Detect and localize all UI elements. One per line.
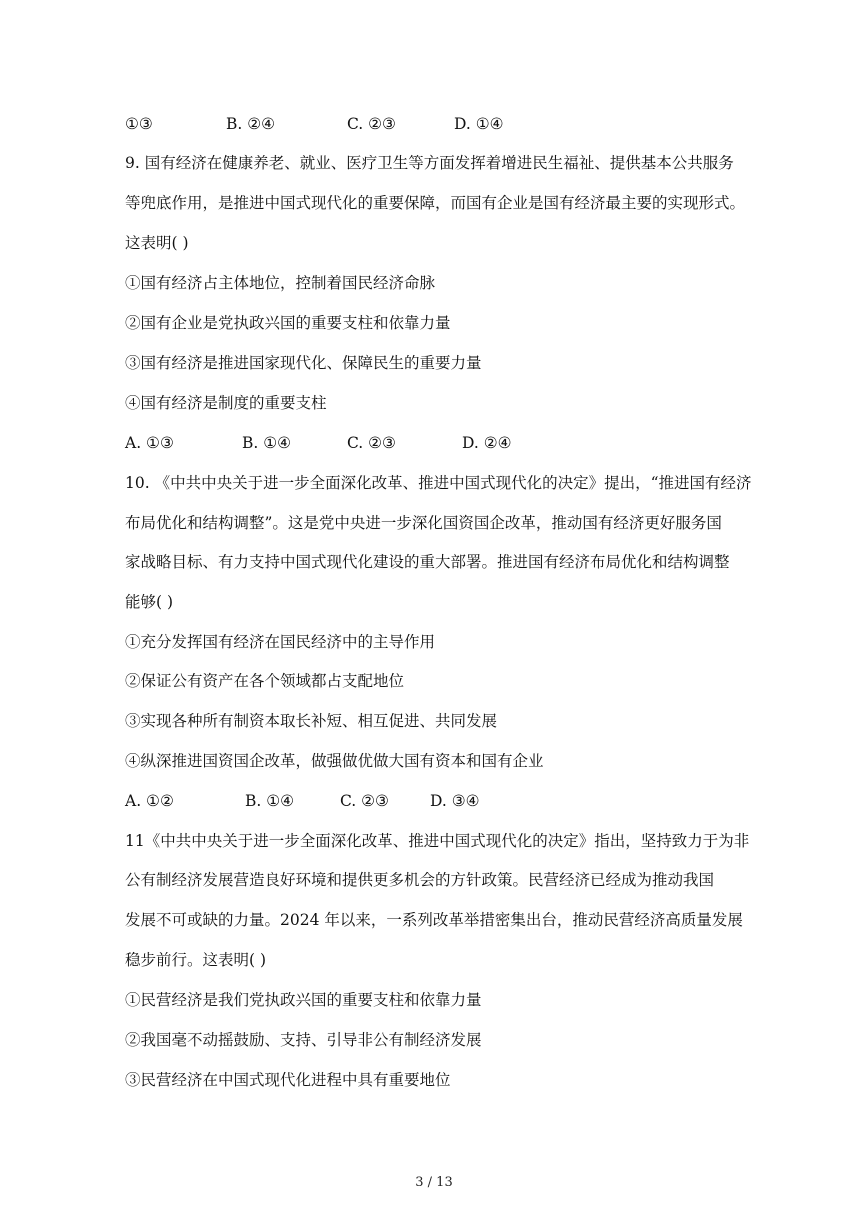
q9-option-d: D. ②④ <box>462 434 512 452</box>
q10-stem-line-3: 家战略目标、有力支持中国式现代化建设的重大部署。推进国有经济布局优化和结构调整 <box>125 553 730 571</box>
q9-stem-line-2: 等兜底作用，是推进中国式现代化的重要保障，而国有企业是国有经济最主要的实现形式。 <box>125 194 746 212</box>
q10-stem-line-2: 布局优化和结构调整”。这是党中央进一步深化国资国企改革，推动国有经济更好服务国 <box>125 514 722 532</box>
q9-stem-line-3: 这表明( ) <box>125 234 189 252</box>
q9-option-a: A. ①③ <box>125 434 174 452</box>
q10-item-2: ②保证公有资产在各个领域都占支配地位 <box>125 672 405 690</box>
q9-item-3: ③国有经济是推进国家现代化、保障民生的重要力量 <box>125 354 482 372</box>
q11-stem-line-3: 发展不可或缺的力量。2024 年以来，一系列改革举措密集出台，推动民营经济高质量发展 <box>125 911 743 929</box>
q8-option-c: C. ②③ <box>347 115 396 133</box>
q9-option-b: B. ①④ <box>242 434 292 452</box>
q8-option-d: D. ①④ <box>454 115 504 133</box>
q8-option-b: B. ②④ <box>226 115 276 133</box>
q10-option-c: C. ②③ <box>340 792 389 810</box>
q9-item-1: ①国有经济占主体地位，控制着国民经济命脉 <box>125 274 436 292</box>
q10-item-3: ③实现各种所有制资本取长补短、相互促进、共同发展 <box>125 712 498 730</box>
q10-stem-line-1: 10. 《中共中央关于进一步全面深化改革、推进中国式现代化的决定》提出，“推进国有经济 <box>125 474 752 492</box>
q10-item-4: ④纵深推进国资国企改革，做强做优做大国有资本和国有企业 <box>125 752 544 770</box>
q10-option-d: D. ③④ <box>430 792 480 810</box>
q10-item-1: ①充分发挥国有经济在国民经济中的主导作用 <box>125 633 436 651</box>
q9-option-c: C. ②③ <box>347 434 396 452</box>
q8-option-a: ①③ <box>125 115 153 133</box>
q10-stem-line-4: 能够( ) <box>125 593 174 611</box>
q9-item-2: ②国有企业是党执政兴国的重要支柱和依靠力量 <box>125 314 451 332</box>
q10-option-b: B. ①④ <box>245 792 295 810</box>
page-number: 3 / 13 <box>415 1175 453 1190</box>
q11-stem-line-1: 11《中共中央关于进一步全面深化改革、推进中国式现代化的决定》指出，坚持致力于为非 <box>125 832 750 850</box>
q9-item-4: ④国有经济是制度的重要支柱 <box>125 394 327 412</box>
q11-stem-line-4: 稳步前行。这表明( ) <box>125 951 267 969</box>
q9-stem-line-1: 9. 国有经济在健康养老、就业、医疗卫生等方面发挥着增进民生福祉、提供基本公共服务 <box>125 154 734 172</box>
q11-item-3: ③民营经济在中国式现代化进程中具有重要地位 <box>125 1071 451 1089</box>
q11-stem-line-2: 公有制经济发展营造良好环境和提供更多机会的方针政策。民营经济已经成为推动我国 <box>125 871 715 889</box>
q11-item-1: ①民营经济是我们党执政兴国的重要支柱和依靠力量 <box>125 991 482 1009</box>
q10-option-a: A. ①② <box>125 792 174 810</box>
q11-item-2: ②我国毫不动摇鼓励、支持、引导非公有制经济发展 <box>125 1031 482 1049</box>
